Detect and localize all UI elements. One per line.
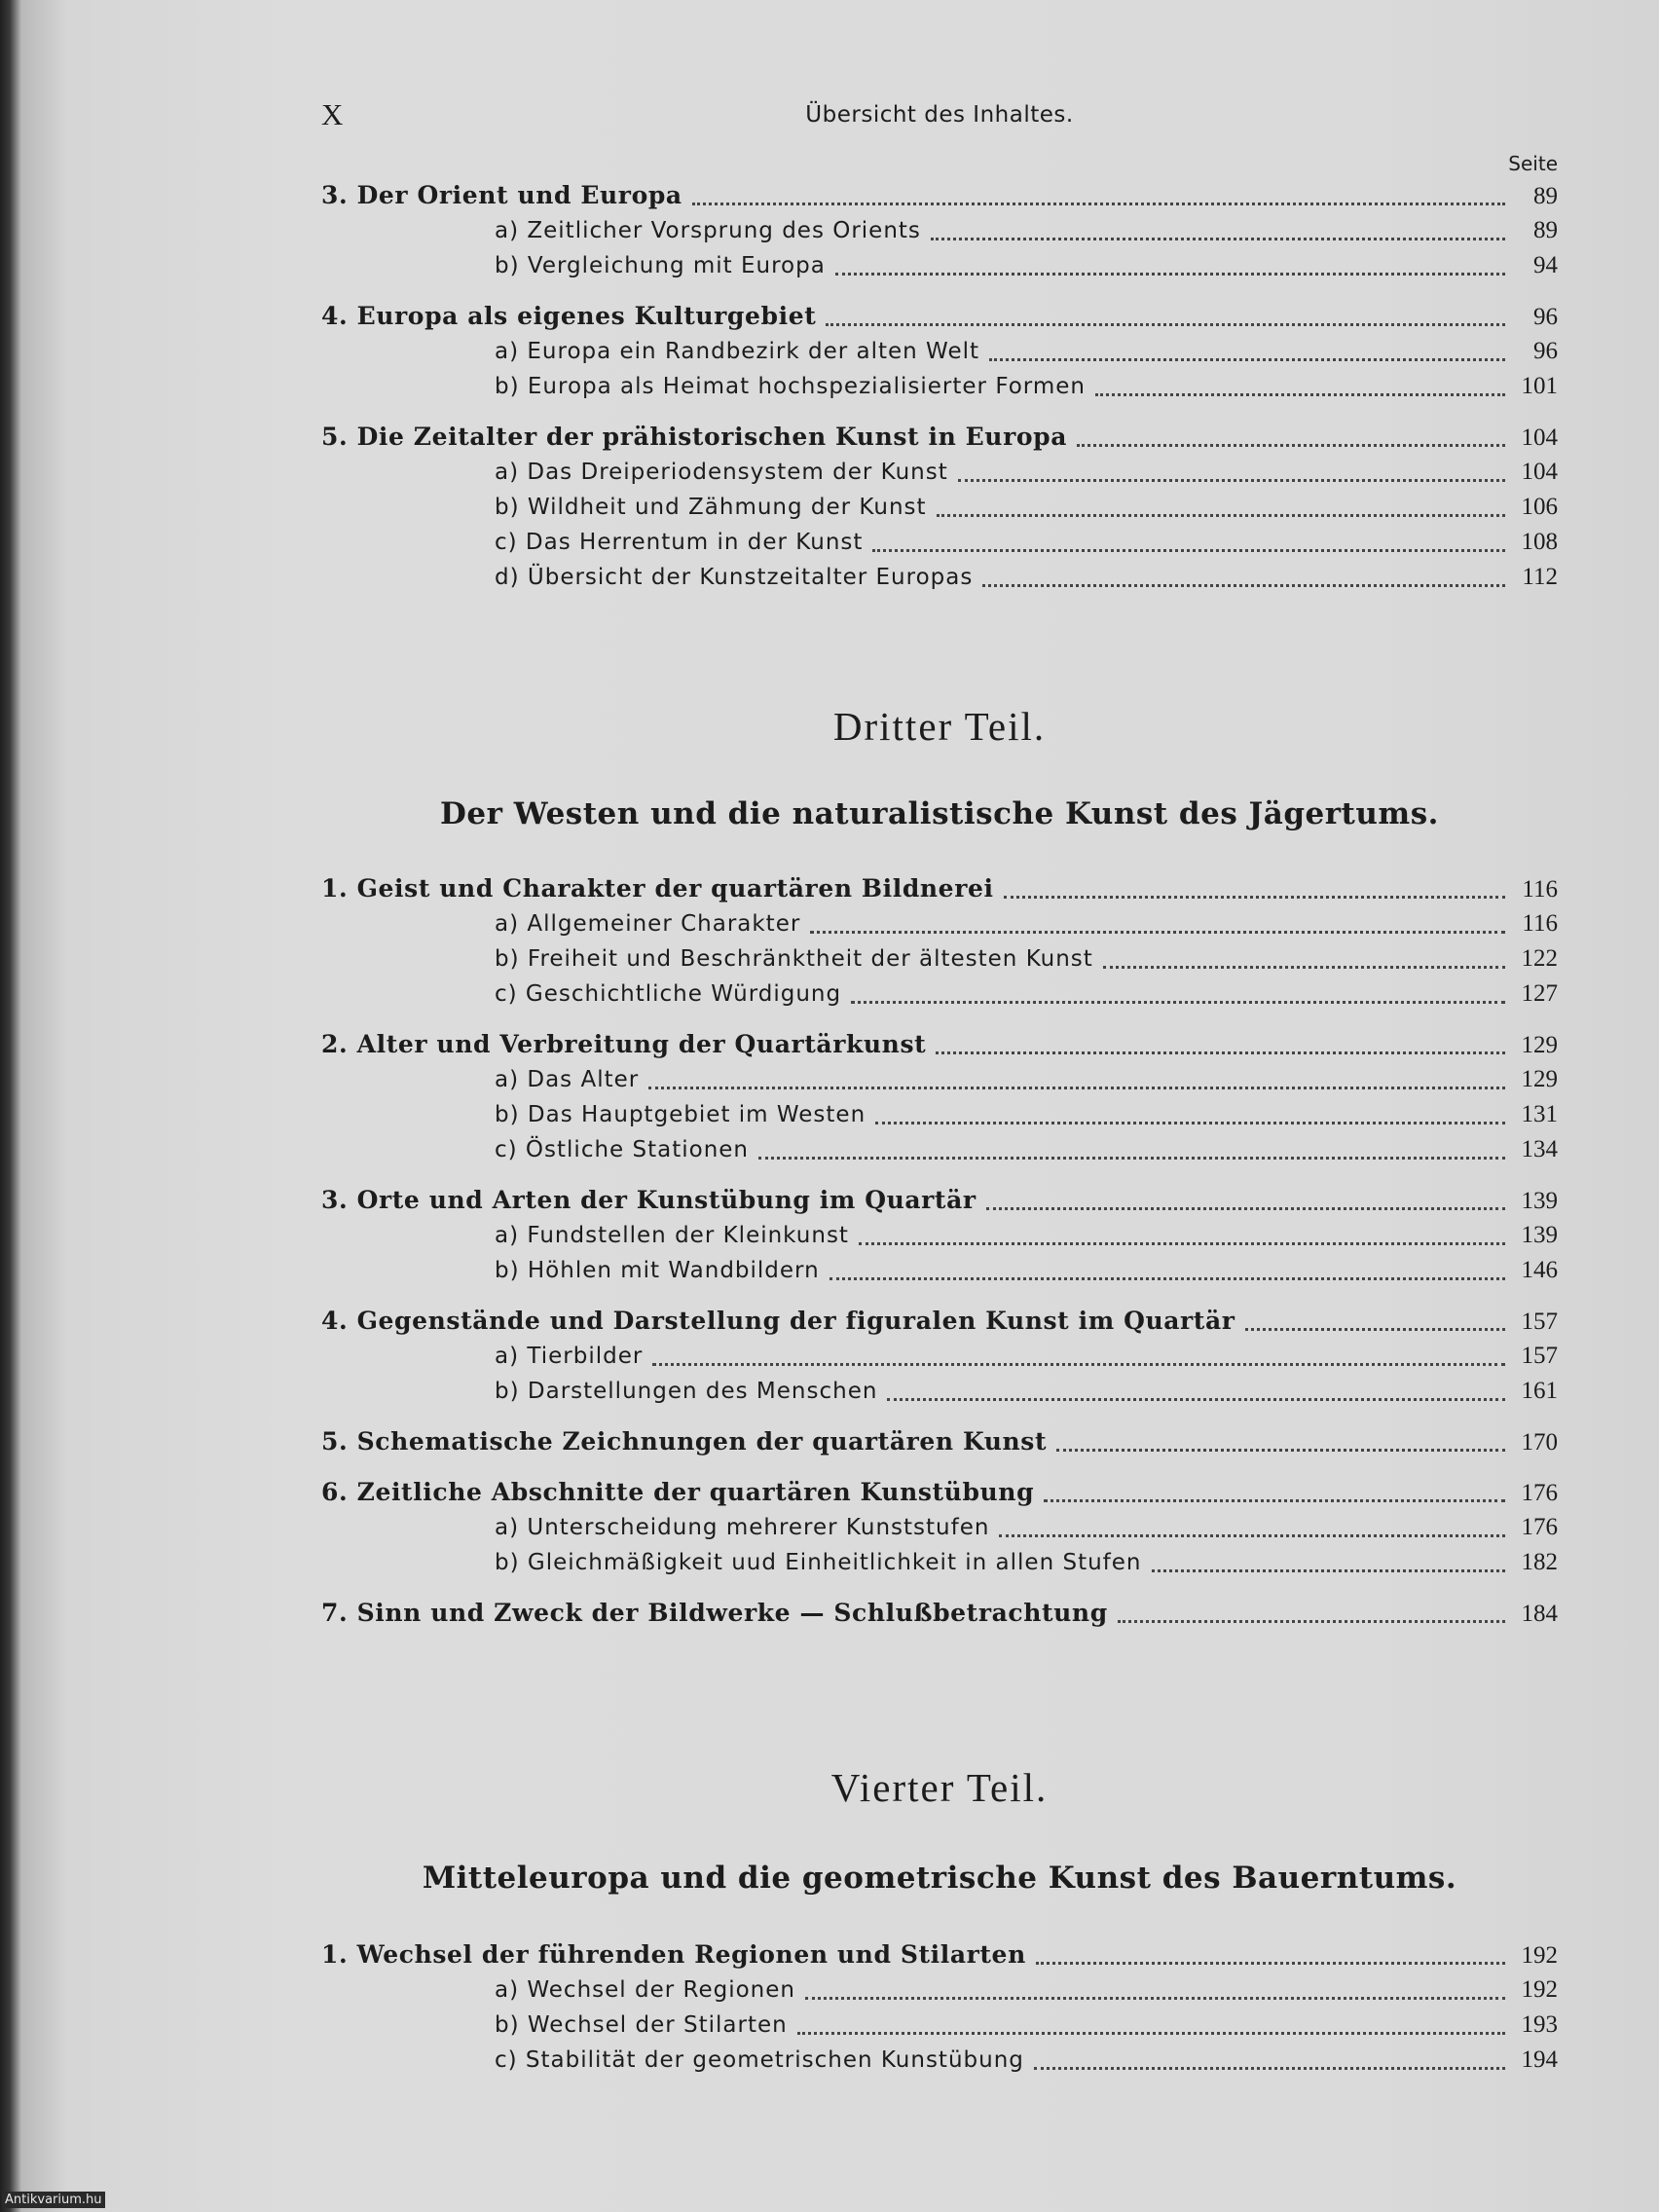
toc-subsection-row xyxy=(321,334,1558,369)
toc-subsection-row xyxy=(321,941,1558,977)
toc-page-number: 112 xyxy=(1522,564,1558,590)
dot-leader xyxy=(1034,2067,1505,2070)
toc-page-number: 134 xyxy=(1521,1136,1558,1162)
toc-page-number: 122 xyxy=(1521,945,1558,972)
dot-leader xyxy=(1077,444,1505,447)
dot-leader xyxy=(810,931,1505,934)
toc-page-number: 89 xyxy=(1533,183,1558,209)
toc-subsection-row xyxy=(321,2043,1558,2078)
toc-page-number: 116 xyxy=(1522,910,1558,937)
toc-subsection-row xyxy=(321,1339,1558,1374)
toc-page-number: 108 xyxy=(1521,529,1558,555)
toc-chapter-row xyxy=(321,1596,1558,1631)
toc-page-number: 192 xyxy=(1521,1976,1558,2003)
page-header xyxy=(321,97,1558,140)
dot-leader xyxy=(875,1122,1505,1124)
toc-section-part4 xyxy=(321,1937,1558,2078)
toc-subsection-title: b) Darstellungen des Menschen xyxy=(495,1379,878,1404)
toc-chapter-title: 1. Wechsel der führenden Regionen und Stilarten xyxy=(321,1940,1026,1969)
toc-subsection-title: b) Vergleichung mit Europa xyxy=(495,253,826,278)
dot-leader xyxy=(826,323,1505,326)
dot-leader xyxy=(931,238,1505,240)
toc-page-number: 129 xyxy=(1521,1032,1558,1058)
dot-leader xyxy=(851,1001,1505,1004)
toc-subsection-row xyxy=(321,525,1558,560)
toc-page-number: 161 xyxy=(1521,1378,1558,1404)
toc-subsection-title: a) Unterscheidung mehrerer Kunststufen xyxy=(495,1515,990,1540)
toc-page-number: 170 xyxy=(1521,1429,1558,1456)
toc-subsection-row xyxy=(321,1253,1558,1288)
dot-leader xyxy=(1118,1620,1505,1623)
toc-chapter-title: 7. Sinn und Zweck der Bildwerke — Schlußbetrachtung xyxy=(321,1599,1108,1627)
seite-column-header xyxy=(321,152,1558,177)
toc-chapter-row xyxy=(321,871,1558,906)
toc-chapter-title: 5. Die Zeitalter der prähistorischen Kunst in Europa xyxy=(321,423,1068,451)
dot-leader xyxy=(872,549,1505,552)
toc-chapter-row xyxy=(321,1304,1558,1339)
dot-leader xyxy=(999,1534,1505,1537)
toc-chapter-row xyxy=(321,1183,1558,1218)
dot-leader xyxy=(982,584,1505,587)
toc-page-number: 157 xyxy=(1521,1309,1558,1335)
dot-leader xyxy=(830,1277,1505,1280)
toc-subsection-title: b) Das Hauptgebiet im Westen xyxy=(495,1102,866,1127)
dot-leader xyxy=(758,1157,1505,1160)
toc-subsection-title: a) Das Alter xyxy=(495,1067,640,1092)
toc-subsection-row xyxy=(321,1097,1558,1132)
watermark: Antikvarium.hu xyxy=(2,2192,105,2208)
toc-section-part3 xyxy=(321,871,1558,1631)
toc-subsection-title: c) Stabilität der geometrischen Kunstübung xyxy=(495,2047,1024,2073)
toc-subsection-title: c) Östliche Stationen xyxy=(495,1137,749,1162)
toc-page-number: 106 xyxy=(1521,494,1558,520)
toc-page-number: 104 xyxy=(1521,424,1558,451)
running-title: Übersicht des Inhaltes. xyxy=(805,102,1074,128)
toc-chapter-row xyxy=(321,1937,1558,1972)
toc-chapter-row xyxy=(321,299,1558,334)
toc-chapter-title: 1. Geist und Charakter der quartären Bildnerei xyxy=(321,874,994,903)
toc-subsection-row xyxy=(321,2008,1558,2043)
toc-page-number: 129 xyxy=(1521,1066,1558,1092)
toc-page-number: 96 xyxy=(1533,338,1558,364)
page-number: X xyxy=(321,97,345,131)
toc-subsection-row xyxy=(321,906,1558,941)
toc-subsection-title: c) Das Herrentum in der Kunst xyxy=(495,530,864,555)
dot-leader xyxy=(986,1207,1505,1210)
toc-subsection-row xyxy=(321,1062,1558,1097)
seite-label: Seite xyxy=(1508,152,1558,175)
toc-chapter-title: 2. Alter und Verbreitung der Quartärkunst xyxy=(321,1030,927,1058)
toc-chapter-title: 5. Schematische Zeichnungen der quartären Kunst xyxy=(321,1427,1048,1456)
toc-page-number: 157 xyxy=(1521,1343,1558,1369)
toc-subsection-row xyxy=(321,213,1558,248)
toc-page-number: 94 xyxy=(1533,252,1558,278)
toc-page-number: 116 xyxy=(1522,876,1558,903)
dot-leader xyxy=(1036,1962,1505,1965)
toc-chapter-title: 3. Orte und Arten der Kunstübung im Quartär xyxy=(321,1186,977,1214)
dot-leader xyxy=(1095,393,1505,396)
toc-chapter-row xyxy=(321,420,1558,455)
toc-chapter-title: 6. Zeitliche Abschnitte der quartären Kunstübung xyxy=(321,1478,1035,1506)
toc-subsection-row xyxy=(321,455,1558,490)
toc-page-number: 193 xyxy=(1521,2011,1558,2038)
toc-page-number: 176 xyxy=(1521,1514,1558,1540)
toc-chapter-row xyxy=(321,1027,1558,1062)
toc-subsection-title: a) Allgemeiner Charakter xyxy=(495,911,801,937)
toc-subsection-row xyxy=(321,1132,1558,1167)
toc-subsection-title: b) Wildheit und Zähmung der Kunst xyxy=(495,495,927,520)
toc-page-number: 184 xyxy=(1521,1601,1558,1627)
toc-subsection-row xyxy=(321,1218,1558,1253)
dot-leader xyxy=(1245,1328,1505,1331)
dot-leader xyxy=(797,2032,1505,2035)
toc-page-number: 101 xyxy=(1521,373,1558,399)
dot-leader xyxy=(692,203,1505,205)
toc-subsection-title: b) Freiheit und Beschränktheit der ältesten Kunst xyxy=(495,946,1093,972)
toc-subsection-row xyxy=(321,560,1558,595)
toc-page-number: 192 xyxy=(1521,1942,1558,1969)
toc-chapter-row xyxy=(321,1475,1558,1510)
toc-section-part2-continued xyxy=(321,178,1558,595)
toc-subsection-title: a) Zeitlicher Vorsprung des Orients xyxy=(495,218,921,243)
toc-subsection-title: b) Höhlen mit Wandbildern xyxy=(495,1258,820,1283)
toc-page-number: 89 xyxy=(1533,217,1558,243)
toc-subsection-title: a) Europa ein Randbezirk der alten Welt xyxy=(495,339,980,364)
toc-chapter-title: 3. Der Orient und Europa xyxy=(321,181,682,209)
toc-subsection-row xyxy=(321,1972,1558,2008)
toc-subsection-title: a) Das Dreiperiodensystem der Kunst xyxy=(495,460,948,485)
toc-subsection-title: d) Übersicht der Kunstzeitalter Europas xyxy=(495,565,974,590)
dot-leader xyxy=(1004,896,1505,899)
dot-leader xyxy=(936,1051,1505,1054)
part-subtitle-vierter-teil: Mitteleuropa und die geometrische Kunst des Bauerntums. xyxy=(422,1861,1457,1896)
dot-leader xyxy=(1152,1569,1506,1572)
toc-subsection-title: b) Europa als Heimat hochspezialisierter Formen xyxy=(495,374,1086,399)
toc-subsection-row xyxy=(321,1545,1558,1580)
toc-subsection-title: b) Gleichmäßigkeit uud Einheitlichkeit in allen Stufen xyxy=(495,1550,1142,1575)
toc-subsection-title: c) Geschichtliche Würdigung xyxy=(495,981,842,1007)
dot-leader xyxy=(835,273,1505,276)
toc-subsection-row xyxy=(321,977,1558,1012)
toc-chapter-title: 4. Gegenstände und Darstellung der figuralen Kunst im Quartär xyxy=(321,1307,1235,1335)
dot-leader xyxy=(1056,1449,1505,1452)
toc-subsection-title: a) Tierbilder xyxy=(495,1344,644,1369)
toc-page-number: 96 xyxy=(1533,304,1558,330)
dot-leader xyxy=(958,479,1505,482)
toc-subsection-row xyxy=(321,1510,1558,1545)
toc-page-number: 139 xyxy=(1521,1222,1558,1248)
dot-leader xyxy=(1044,1499,1505,1502)
dot-leader xyxy=(859,1242,1505,1245)
toc-page-number: 194 xyxy=(1521,2046,1558,2073)
toc-page-number: 139 xyxy=(1521,1188,1558,1214)
dot-leader xyxy=(937,514,1505,517)
dot-leader xyxy=(648,1087,1505,1089)
dot-leader xyxy=(805,1997,1505,2000)
toc-subsection-row xyxy=(321,1374,1558,1409)
part-subtitle-dritter-teil: Der Westen und die naturalistische Kunst des Jägertums. xyxy=(440,796,1439,831)
dot-leader xyxy=(1103,966,1505,969)
toc-page-number: 182 xyxy=(1521,1549,1558,1575)
toc-chapter-row xyxy=(321,1424,1558,1459)
toc-page-number: 131 xyxy=(1521,1101,1558,1127)
toc-page-number: 127 xyxy=(1521,980,1558,1007)
toc-subsection-title: a) Wechsel der Regionen xyxy=(495,1977,795,2003)
part-title-dritter-teil: Dritter Teil. xyxy=(832,704,1047,749)
part-title-vierter-teil: Vierter Teil. xyxy=(830,1765,1049,1810)
toc-subsection-title: b) Wechsel der Stilarten xyxy=(495,2012,788,2038)
dot-leader xyxy=(652,1363,1505,1366)
dot-leader xyxy=(989,358,1505,361)
toc-subsection-row xyxy=(321,248,1558,283)
toc-chapter-row xyxy=(321,178,1558,213)
toc-page-number: 176 xyxy=(1521,1480,1558,1506)
dot-leader xyxy=(887,1398,1505,1401)
toc-subsection-row xyxy=(321,490,1558,525)
toc-subsection-row xyxy=(321,369,1558,404)
toc-chapter-title: 4. Europa als eigenes Kulturgebiet xyxy=(321,302,817,330)
toc-page-number: 104 xyxy=(1521,459,1558,485)
toc-subsection-title: a) Fundstellen der Kleinkunst xyxy=(495,1223,849,1248)
toc-page-number: 146 xyxy=(1521,1257,1558,1283)
